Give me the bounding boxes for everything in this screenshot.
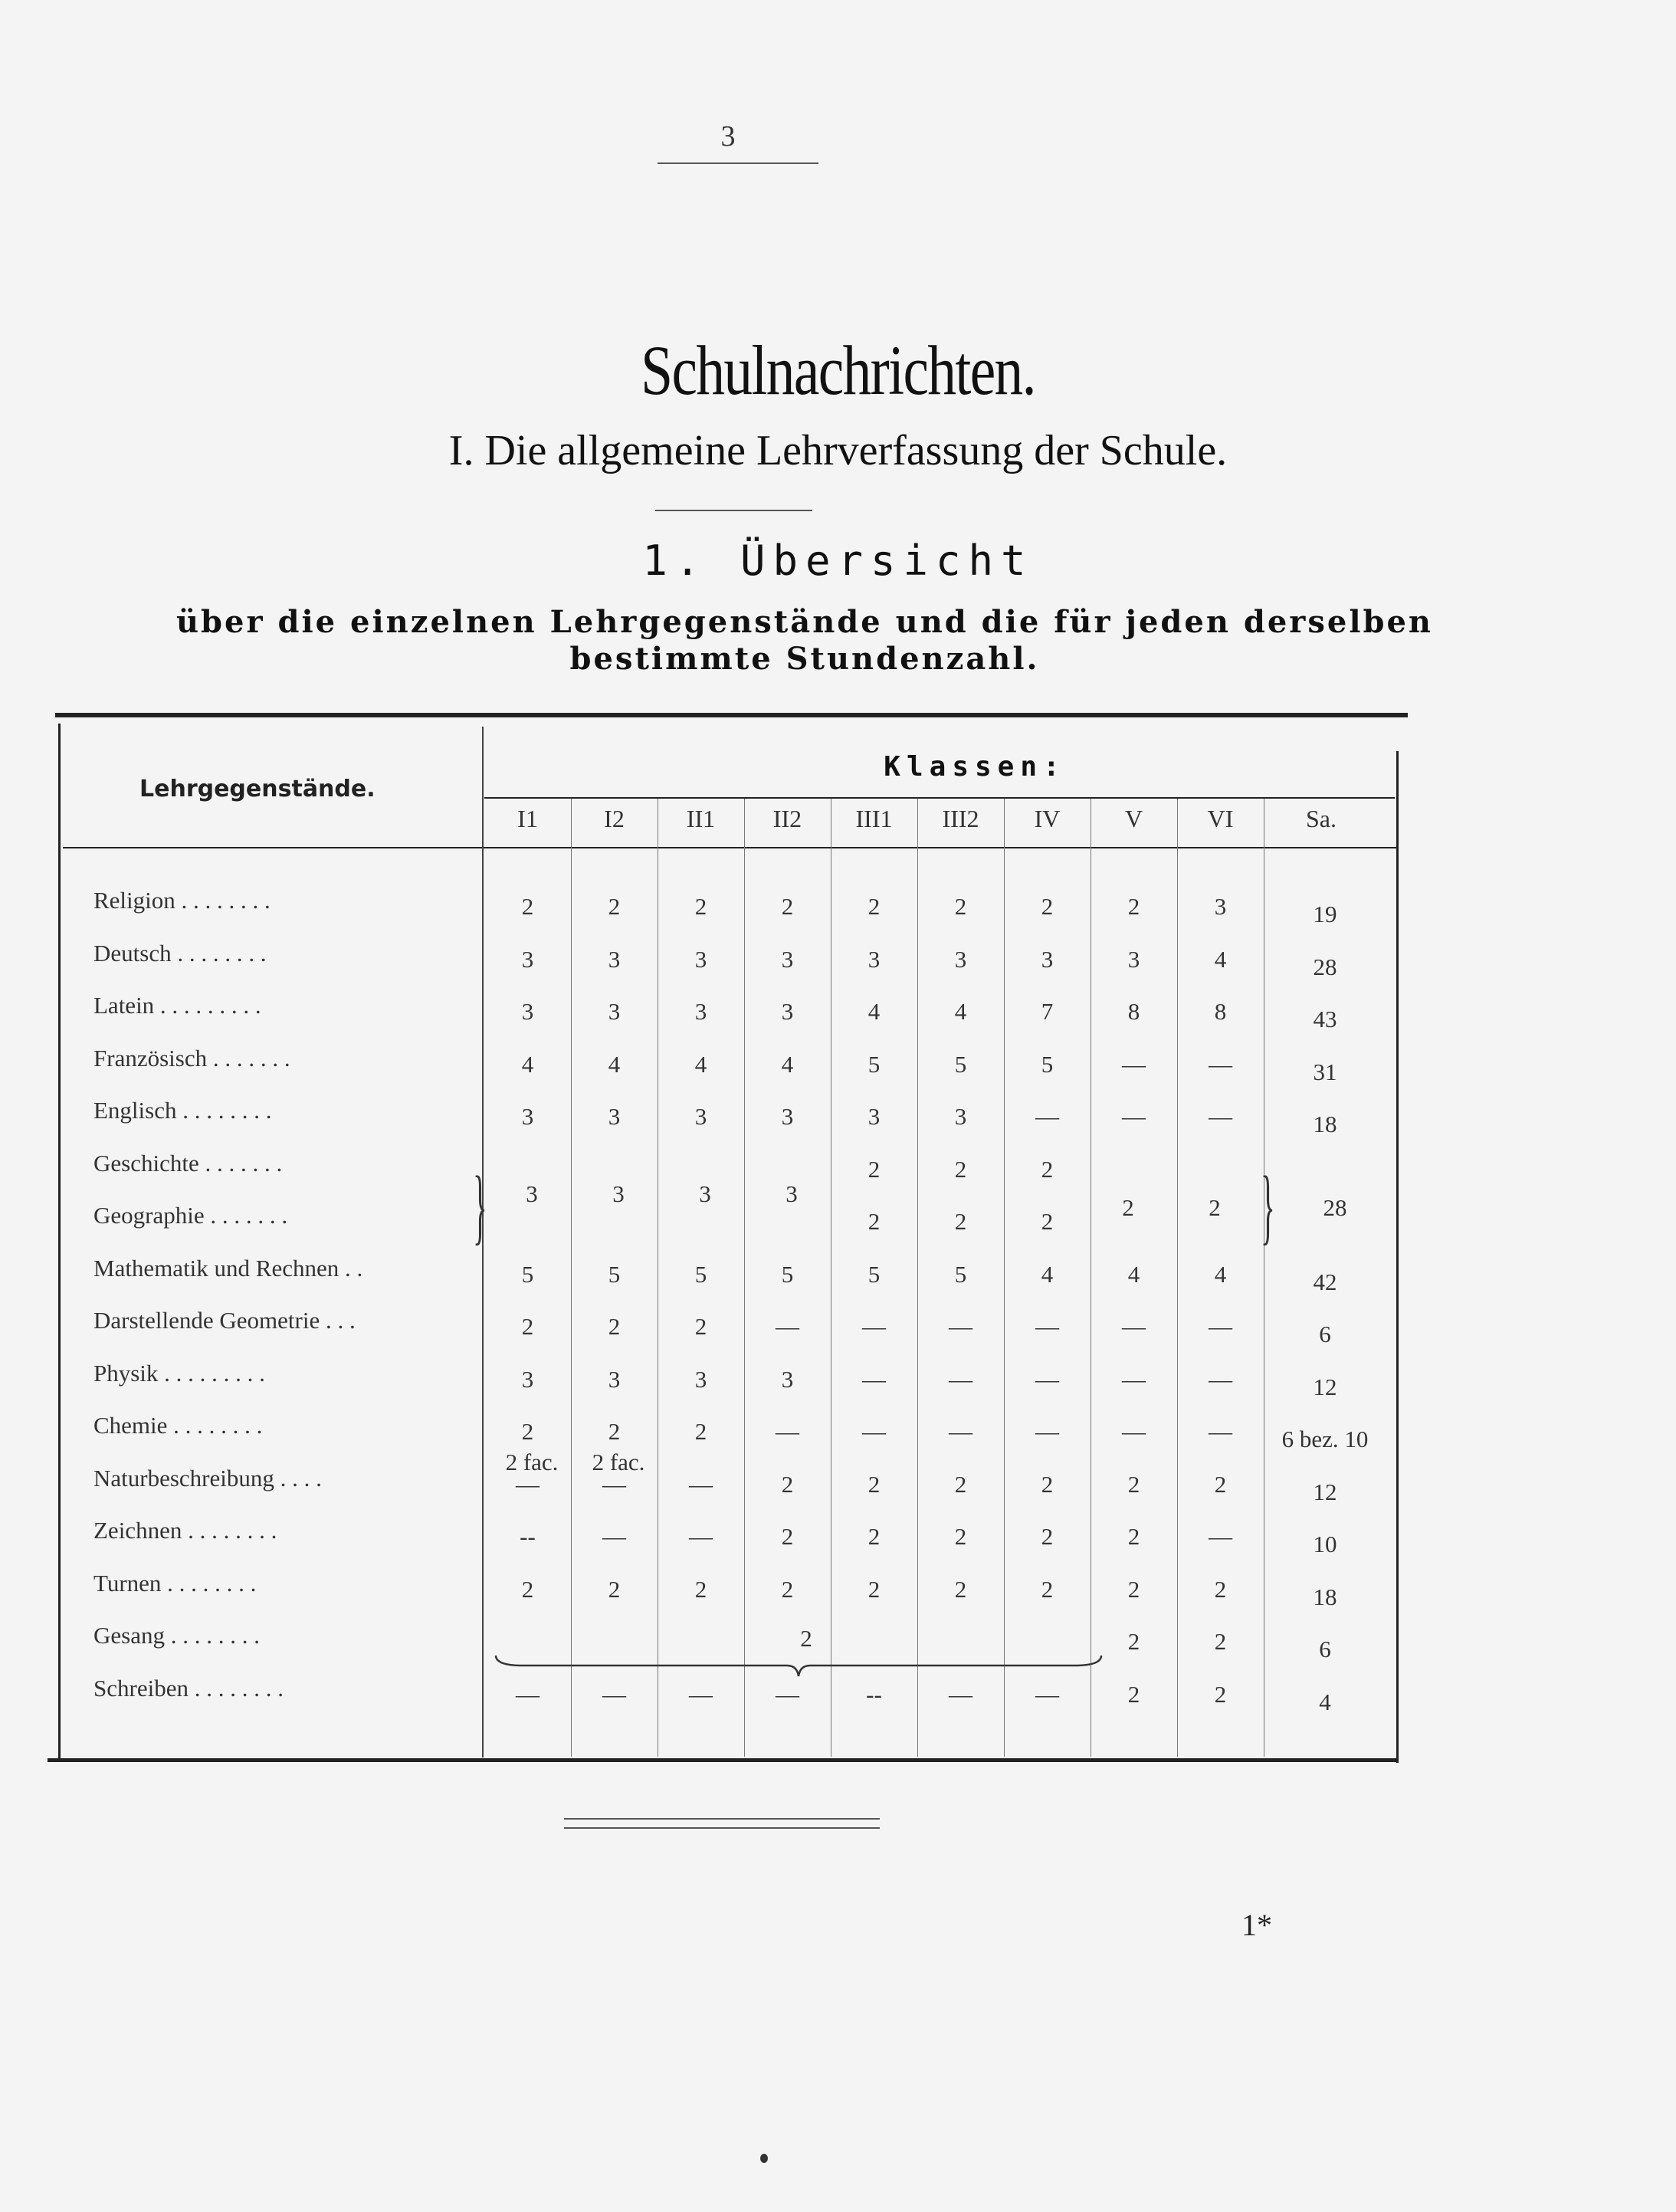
table-cell: —: [1209, 1365, 1232, 1393]
table-cell: 4: [1041, 1260, 1054, 1288]
table-cell: 3: [781, 945, 794, 973]
table-cell: 2: [868, 1523, 881, 1550]
table-cell: 4: [1214, 1260, 1227, 1288]
table-right-border: [1396, 751, 1399, 1763]
column-header-i2: I2: [604, 805, 625, 832]
table-cell: --: [520, 1523, 536, 1550]
table-cell: 5: [954, 1260, 967, 1288]
table-cell: 2: [694, 1418, 707, 1445]
column-header-vi: VI: [1207, 805, 1234, 832]
table-cell: 2: [1214, 1575, 1227, 1603]
table-cell: 3: [608, 998, 621, 1025]
table-cell: 4: [694, 1050, 707, 1078]
section-heading: I. Die allgemeine Lehrverfassung der Schule.: [448, 427, 1228, 474]
table-cell: 2: [868, 1575, 881, 1603]
table-cell: 12: [1313, 1478, 1337, 1505]
subject-label: Französisch . . . . . . .: [93, 1044, 290, 1072]
gesch-geo-vi: 2: [1209, 1194, 1221, 1221]
table-cell: —: [689, 1680, 713, 1708]
table-cell: 2: [1041, 1470, 1054, 1498]
table-cell: 12: [1313, 1373, 1337, 1400]
table-cell: —: [689, 1470, 713, 1498]
table-cell: 2: [1127, 1575, 1140, 1603]
subject-label: Geschichte . . . . . . .: [93, 1149, 283, 1177]
subject-label: Religion . . . . . . . .: [93, 887, 271, 914]
table-cell: 2: [1041, 893, 1054, 920]
table-cell: 2: [954, 1575, 967, 1603]
table-cell: 6: [1319, 1321, 1331, 1347]
column-header-ii1: II1: [686, 805, 716, 832]
table-cell: —: [1035, 1313, 1059, 1340]
table-cell: 2: [1041, 1575, 1054, 1603]
table-cell: —: [1035, 1103, 1059, 1130]
table-cell: 3: [781, 1365, 794, 1393]
table-cell: 3: [521, 998, 534, 1025]
chemie-fac-i1: 2 fac.: [505, 1449, 559, 1475]
table-cell: —: [776, 1313, 799, 1340]
column-header-sa: Sa.: [1306, 805, 1337, 832]
table-cell: 2: [868, 1155, 881, 1183]
table-cell: —: [689, 1523, 713, 1550]
column-header-iii1: III1: [855, 805, 893, 832]
table-cell: 3: [781, 998, 794, 1025]
column-header-v: V: [1124, 805, 1143, 832]
table-cell: 2: [781, 893, 794, 920]
subheading-description-line-2: bestimmte Stundenzahl.: [569, 641, 1040, 677]
table-cell: 3: [521, 1365, 534, 1393]
subheading-description-line-1: über die einzelnen Lehrgegenstände und die für jeden derselben: [175, 604, 1434, 640]
table-cell: 2: [521, 1575, 534, 1603]
table-cell: 8: [1214, 998, 1227, 1025]
table-cell: 2: [521, 1313, 534, 1340]
table-cell: 2: [954, 1155, 967, 1183]
subject-label: Geographie . . . . . . .: [93, 1202, 288, 1229]
subject-label: Gesang . . . . . . . .: [93, 1622, 260, 1649]
table-cell: —: [949, 1418, 972, 1445]
table-cell: 2: [781, 1575, 794, 1603]
table-cell: 5: [608, 1260, 621, 1288]
gesang-combined: 2: [800, 1625, 812, 1652]
table-cell: 2: [781, 1523, 794, 1550]
table-cell: 4: [1319, 1688, 1331, 1715]
table-cell: —: [1209, 1313, 1232, 1340]
gesch-geo-i1: 3: [526, 1180, 538, 1207]
subject-label: Chemie . . . . . . . .: [93, 1412, 263, 1439]
subheading-description: [92, 604, 1517, 678]
gesch-geo-v: 2: [1122, 1194, 1134, 1221]
subject-label: Mathematik und Rechnen . .: [93, 1254, 363, 1282]
table-cell: 28: [1313, 953, 1337, 980]
table-cell: 42: [1313, 1268, 1337, 1295]
table-cell: 2: [521, 893, 534, 920]
table-cell: —: [1122, 1418, 1146, 1445]
column-header-i1: I1: [517, 805, 538, 832]
table-cell: 4: [781, 1050, 794, 1078]
table-cell: 3: [694, 945, 707, 973]
table-cell: 5: [781, 1260, 794, 1288]
table-cell: 3: [694, 1365, 707, 1393]
table-cell: 2: [1127, 893, 1140, 920]
table-cell: 2: [1127, 1470, 1140, 1498]
gesch-geo-i2: 3: [612, 1180, 625, 1207]
table-cell: 4: [1127, 1260, 1140, 1288]
subject-label: Naturbeschreibung . . . .: [93, 1464, 322, 1492]
table-cell: —: [1122, 1313, 1146, 1340]
table-cell: 6: [1319, 1636, 1331, 1662]
table-cell: —: [1209, 1103, 1232, 1130]
table-cell: —: [602, 1523, 626, 1550]
table-cell: 2: [781, 1470, 794, 1498]
table-cell: 2: [694, 1313, 707, 1340]
gesch-geo-sum: 28: [1323, 1194, 1347, 1221]
table-cell: 2: [1127, 1628, 1140, 1655]
table-cell: 5: [868, 1050, 881, 1078]
table-cell: 2: [868, 893, 881, 920]
table-cell: 2: [1127, 1523, 1140, 1550]
table-cell: 2: [868, 1208, 881, 1235]
table-cell: —: [1035, 1365, 1059, 1393]
table-cell: 19: [1313, 901, 1337, 927]
gesch-geo-ii1: 3: [699, 1180, 711, 1207]
subject-column-header: Lehrgegenstände.: [139, 776, 376, 802]
table-cell: 2: [1041, 1208, 1054, 1235]
table-cell: 3: [1041, 945, 1054, 973]
table-cell: 3: [954, 945, 967, 973]
table-cell: —: [516, 1680, 540, 1708]
table-top-rule: [55, 713, 1408, 717]
gesang-brace: [492, 1652, 1105, 1682]
table-cell: —: [1122, 1050, 1146, 1078]
table-cell: 3: [954, 1103, 967, 1130]
table-cell: 4: [521, 1050, 534, 1078]
table-cell: —: [949, 1365, 972, 1393]
table-cell: 3: [521, 1103, 534, 1130]
table-cell: 5: [954, 1050, 967, 1078]
table-cell: 2: [1041, 1155, 1054, 1183]
gesch-geo-ii2: 3: [786, 1180, 798, 1207]
table-cell: —: [602, 1680, 626, 1708]
table-cell: —: [1122, 1103, 1146, 1130]
table-cell: 2: [608, 1418, 621, 1445]
table-cell: —: [1035, 1418, 1059, 1445]
chemie-fac-i2: 2 fac.: [592, 1449, 645, 1475]
table-cell: 2: [1127, 1680, 1140, 1708]
table-cell: 2: [954, 1208, 967, 1235]
table-cell: 2: [1041, 1523, 1054, 1550]
table-cell: —: [776, 1680, 799, 1708]
table-cell: 2: [608, 893, 621, 920]
table-cell: 31: [1313, 1058, 1337, 1085]
brace-right: }: [1261, 1159, 1275, 1252]
subject-label: Deutsch . . . . . . . .: [93, 939, 267, 967]
table-cell: 3: [608, 945, 621, 973]
table-cell: —: [1209, 1523, 1232, 1550]
table-cell: --: [866, 1680, 882, 1708]
subject-label: Englisch . . . . . . . .: [93, 1097, 272, 1124]
table-cell: 4: [868, 998, 881, 1025]
subject-label: Physik . . . . . . . . .: [93, 1359, 265, 1387]
subheading: 1. Übersicht: [642, 537, 1034, 585]
table-cell: 5: [868, 1260, 881, 1288]
table-cell: 2: [1214, 1470, 1227, 1498]
table-cell: 2: [1214, 1680, 1227, 1708]
table-cell: 2: [694, 893, 707, 920]
table-cell: 6 bez. 10: [1281, 1426, 1369, 1452]
table-cell: —: [1122, 1365, 1146, 1393]
page-number-rule: [658, 162, 818, 164]
header-bottom-rule: [63, 847, 1396, 848]
table-cell: 8: [1127, 998, 1140, 1025]
table-cell: —: [862, 1418, 886, 1445]
footer-rule-1: [564, 1818, 880, 1820]
table-cell: —: [1209, 1050, 1232, 1078]
table-cell: 4: [608, 1050, 621, 1078]
table-cell: 2: [521, 1418, 534, 1445]
table-cell: 5: [1041, 1050, 1054, 1078]
brace-left: }: [473, 1159, 487, 1252]
column-header-ii2: II2: [772, 805, 802, 832]
table-cell: 3: [1127, 945, 1140, 973]
table-left-border: [58, 724, 61, 1760]
sheet-signature: 1*: [1241, 1908, 1272, 1942]
table-cell: 7: [1041, 998, 1054, 1025]
table-cell: 3: [608, 1103, 621, 1130]
lesson-hours-table: [48, 713, 1404, 1778]
table-cell: 3: [694, 998, 707, 1025]
table-cell: —: [1209, 1418, 1232, 1445]
table-bottom-rule: [48, 1758, 1398, 1762]
subject-label: Latein . . . . . . . . .: [93, 992, 261, 1019]
table-cell: 10: [1313, 1531, 1337, 1557]
table-cell: 18: [1313, 1583, 1337, 1610]
table-cell: 5: [694, 1260, 707, 1288]
page-number: 3: [720, 120, 736, 153]
table-cell: 18: [1313, 1111, 1337, 1137]
footer-rule-2: [564, 1827, 880, 1829]
table-cell: —: [602, 1470, 626, 1498]
table-cell: 2: [954, 1470, 967, 1498]
table-cell: 4: [954, 998, 967, 1025]
page-speck: [760, 2154, 768, 2163]
section-rule: [655, 510, 812, 511]
table-cell: —: [949, 1680, 972, 1708]
table-cell: 3: [608, 1365, 621, 1393]
table-cell: 2: [1214, 1628, 1227, 1655]
table-cell: 2: [694, 1575, 707, 1603]
table-cell: 3: [868, 945, 881, 973]
table-cell: 2: [954, 1523, 967, 1550]
table-cell: —: [862, 1313, 886, 1340]
table-cell: 3: [868, 1103, 881, 1130]
table-cell: —: [862, 1365, 886, 1393]
classes-header: Klassen:: [884, 751, 1066, 783]
table-cell: 3: [521, 945, 534, 973]
table-cell: —: [516, 1470, 540, 1498]
subject-label: Schreiben . . . . . . . .: [93, 1674, 284, 1702]
subject-label: Darstellende Geometrie . . .: [93, 1307, 356, 1334]
classes-header-rule: [484, 797, 1395, 799]
table-cell: 2: [608, 1575, 621, 1603]
table-cell: 5: [521, 1260, 534, 1288]
subject-label: Zeichnen . . . . . . . .: [93, 1517, 277, 1544]
table-cell: —: [1035, 1680, 1059, 1708]
table-cell: 3: [781, 1103, 794, 1130]
table-cell: 3: [694, 1103, 707, 1130]
table-cell: 43: [1313, 1006, 1337, 1032]
table-cell: 3: [1214, 893, 1227, 920]
table-cell: —: [776, 1418, 799, 1445]
subject-label: Turnen . . . . . . . .: [93, 1569, 257, 1597]
table-cell: 2: [954, 893, 967, 920]
table-cell: 4: [1214, 945, 1227, 973]
column-header-iv: IV: [1034, 805, 1061, 832]
column-header-iii2: III2: [942, 805, 979, 832]
table-cell: 2: [608, 1313, 621, 1340]
table-cell: —: [949, 1313, 972, 1340]
table-cell: 2: [868, 1470, 881, 1498]
page-title: Schulnachrichten.: [641, 331, 1035, 409]
